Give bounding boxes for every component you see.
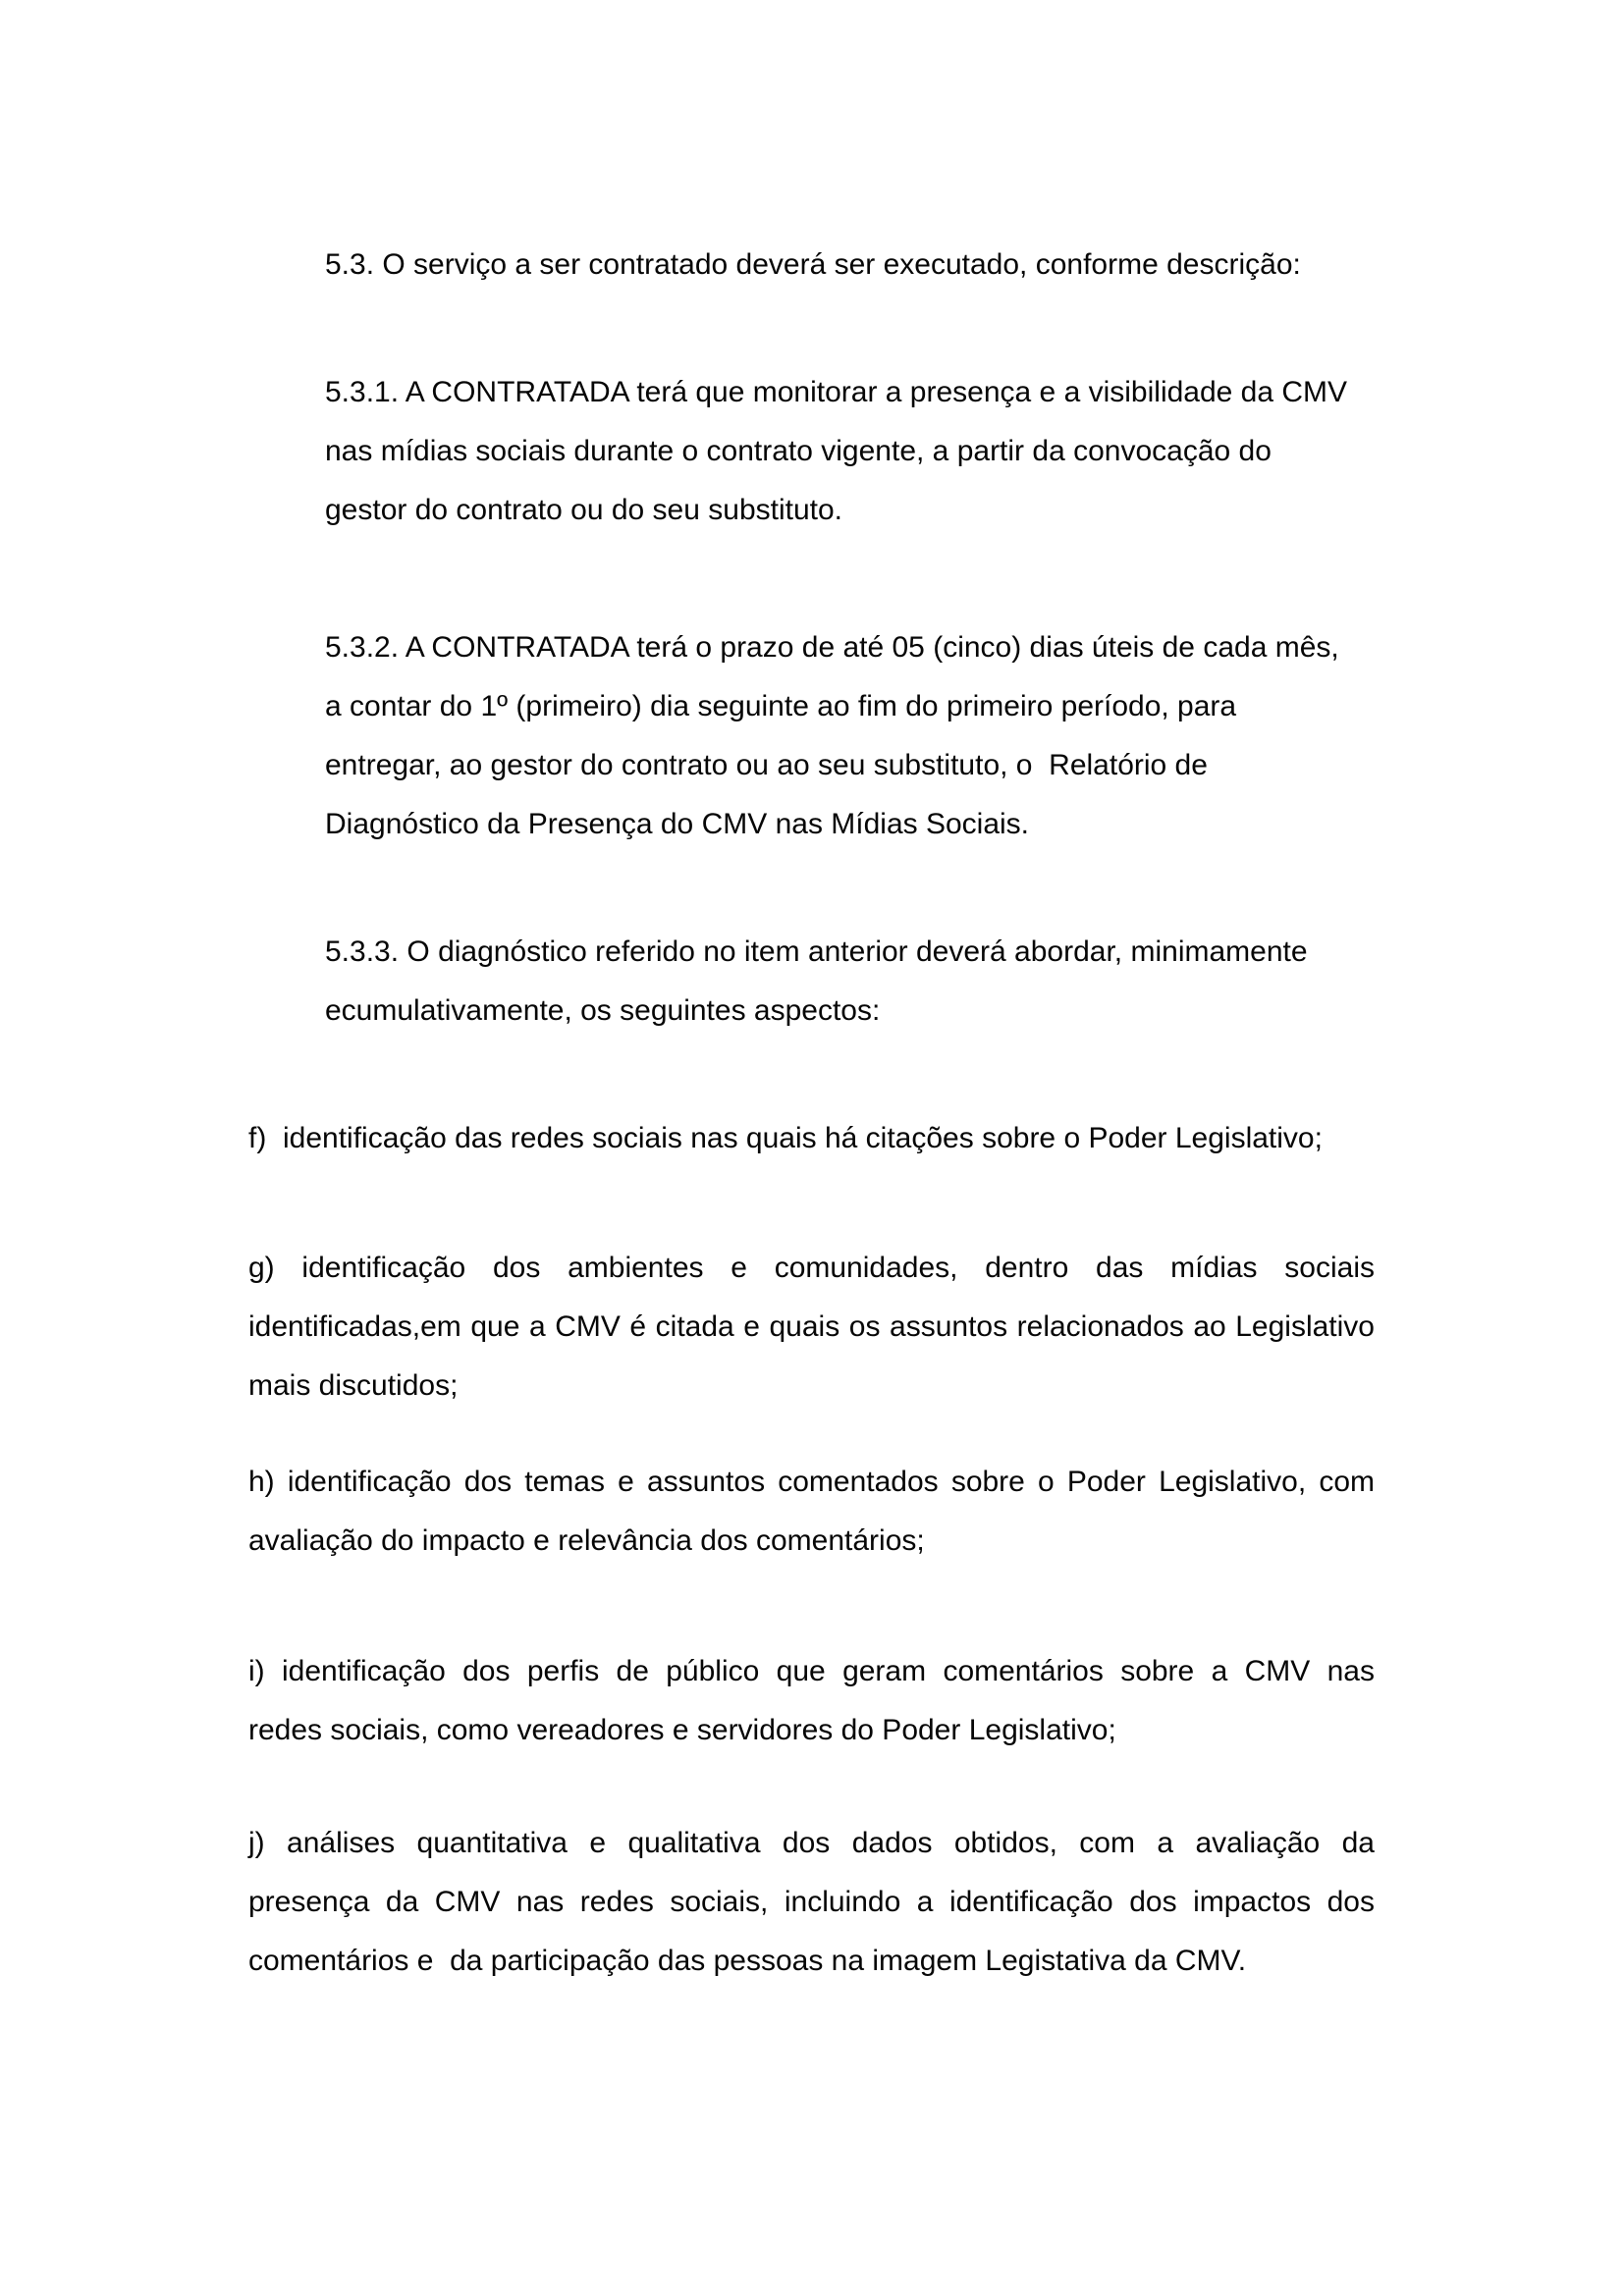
paragraph-item-i (248, 1642, 1375, 1760)
paragraph-item-j (248, 1814, 1375, 1991)
text-line: avaliação do impacto e relevância dos comentários; (248, 1524, 925, 1557)
paragraph-5-3-1 (248, 363, 1375, 540)
text-line: j) análises quantitativa e qualitativa dos dados obtidos, com a avaliação da (248, 1827, 1375, 1859)
text-line: i) identificação dos perfis de público que geram comentários sobre a CMV nas (248, 1655, 1375, 1687)
text-line: ecumulativamente, os seguintes aspectos: (325, 994, 881, 1027)
text-line: nas mídias sociais durante o contrato vigente, a partir da convocação do (325, 435, 1272, 467)
document-content (248, 236, 1375, 1991)
text-line: 5.3.3. O diagnóstico referido no item anterior deverá abordar, minimamente (325, 935, 1308, 968)
text-line: g) identificação dos ambientes e comunidades, dentro das mídias sociais (248, 1252, 1375, 1284)
text-line: entregar, ao gestor do contrato ou ao seu substituto, o Relatório de (325, 749, 1208, 781)
text-line: identificadas,em que a CMV é citada e quais os assuntos relacionados ao Legislativo (248, 1310, 1375, 1343)
paragraph-5-3-2 (248, 618, 1375, 854)
text-line: redes sociais, como vereadores e servidores do Poder Legislativo; (248, 1714, 1116, 1746)
paragraph-item-g (248, 1239, 1375, 1415)
text-line: 5.3. O serviço a ser contratado deverá ser executado, conforme descrição: (325, 248, 1301, 281)
text-line: f) identificação das redes sociais nas quais há citações sobre o Poder Legislativo; (248, 1122, 1323, 1154)
text-line: h) identificação dos temas e assuntos comentados sobre o Poder Legislativo, com (248, 1466, 1375, 1498)
text-line: mais discutidos; (248, 1369, 459, 1402)
paragraph-item-f (248, 1109, 1375, 1168)
text-line: gestor do contrato ou do seu substituto. (325, 494, 843, 526)
text-line: presença da CMV nas redes sociais, incluindo a identificação dos impactos dos (248, 1886, 1375, 1918)
text-line: comentários e da participação das pessoas na imagem Legistativa da CMV. (248, 1945, 1247, 1977)
paragraph-5-3 (248, 236, 1375, 294)
text-line: 5.3.1. A CONTRATADA terá que monitorar a presença e a visibilidade da CMV (325, 376, 1348, 408)
paragraph-5-3-3 (248, 923, 1375, 1041)
text-line: a contar do 1º (primeiro) dia seguinte ao fim do primeiro período, para (325, 690, 1237, 722)
text-line: 5.3.2. A CONTRATADA terá o prazo de até 05 (cinco) dias úteis de cada mês, (325, 631, 1339, 664)
text-line: Diagnóstico da Presença do CMV nas Mídias Sociais. (325, 808, 1030, 840)
paragraph-item-h (248, 1453, 1375, 1571)
